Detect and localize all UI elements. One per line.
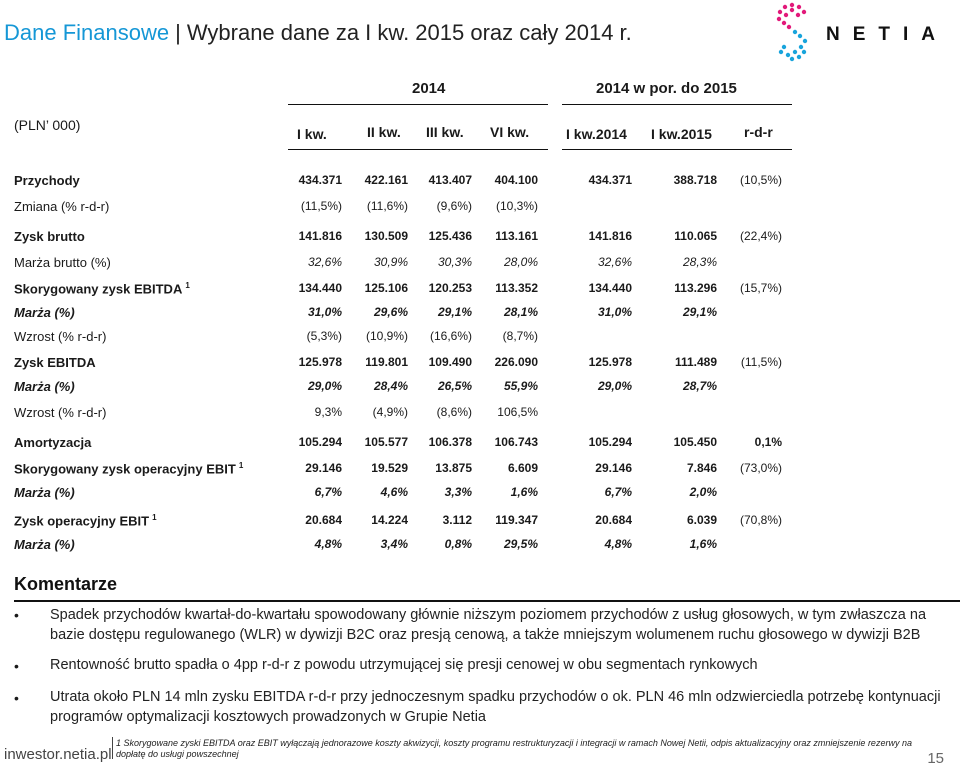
comments-divider <box>14 600 960 602</box>
cell-q2: 28,4% <box>373 379 408 393</box>
cell-q4: 6.609 <box>507 461 538 475</box>
cell-yoy: (11,5%) <box>740 355 782 369</box>
cell-yoy: (70,8%) <box>739 513 782 527</box>
table-row <box>0 402 960 424</box>
table-row <box>0 376 960 398</box>
row-label <box>14 329 106 344</box>
title-section: Dane Finansowe <box>4 20 170 45</box>
cell-q4: 113.352 <box>495 281 538 295</box>
cell-q1-2015: 7.846 <box>686 461 717 475</box>
row-label-text: Przychody <box>14 173 80 188</box>
row-label-text: Wzrost (% r-d-r) <box>14 405 107 420</box>
table-row <box>0 196 960 218</box>
cell-q3: 120.253 <box>428 281 472 295</box>
row-label-text: Zysk EBITDA <box>14 355 96 370</box>
cell-q1-2014: 125.978 <box>588 355 632 369</box>
table-row <box>0 226 960 248</box>
cell-q1: 31,0% <box>307 305 342 319</box>
cell-q1-2014: 29.146 <box>595 461 632 475</box>
bullet-marker: • <box>14 690 19 706</box>
footnote-ref: 1 <box>238 461 244 470</box>
col-header-yoy: r-d-r <box>744 124 773 140</box>
cell-q1: 125.978 <box>298 355 342 369</box>
row-label <box>14 379 75 394</box>
row-label-text: Marża (%) <box>14 485 75 500</box>
cell-q2: (11,6%) <box>366 199 408 213</box>
cell-q3: 109.490 <box>428 355 472 369</box>
col-header-q2: II kw. <box>367 124 401 140</box>
cell-q3: 13.875 <box>435 461 472 475</box>
cell-q1: 29.146 <box>305 461 342 475</box>
row-label <box>14 461 243 476</box>
cell-q2: 30,9% <box>373 255 408 269</box>
row-label-text: Marża (%) <box>14 379 75 394</box>
cell-q3: 3.112 <box>442 513 472 527</box>
cell-q1: (11,5%) <box>300 199 342 213</box>
cell-q4: (8,7%) <box>502 329 538 343</box>
cell-q1-2015: 6.039 <box>686 513 717 527</box>
cell-q1: 9,3% <box>314 405 342 419</box>
cell-q4: (10,3%) <box>495 199 538 213</box>
col-header-q1-2015: I kw.2015 <box>651 126 712 142</box>
cell-q2: 125.106 <box>364 281 408 295</box>
cell-q2: 105.577 <box>364 435 408 449</box>
cell-q1-2015: 29,1% <box>682 305 717 319</box>
footer-separator <box>112 737 113 759</box>
cell-q3: (8,6%) <box>436 405 472 419</box>
col-header-q1-2014: I kw.2014 <box>566 126 627 142</box>
row-label <box>14 199 109 214</box>
row-label-text: Zmiana (% r-d-r) <box>14 199 110 214</box>
row-label <box>14 173 80 188</box>
logo-wordmark: NETIA <box>826 24 948 45</box>
footnote-ref: 1 <box>185 281 190 290</box>
cell-q1-2015: 28,7% <box>682 379 717 393</box>
cell-q1: (5,3%) <box>306 329 342 343</box>
table-row <box>0 510 960 532</box>
col-header-q3: III kw. <box>426 124 464 140</box>
cell-q3: (9,6%) <box>436 199 472 213</box>
cell-q4: 1,6% <box>510 485 538 499</box>
cell-q3: 26,5% <box>437 379 472 393</box>
cell-yoy: 0,1% <box>754 435 782 449</box>
cell-yoy: (73,0%) <box>739 461 782 475</box>
row-label-text: Marża (%) <box>14 537 75 552</box>
row-label <box>14 405 106 420</box>
cell-q4: 28,0% <box>503 255 538 269</box>
cell-q4: 404.100 <box>494 173 538 187</box>
table-row <box>0 302 960 324</box>
cell-q4: 113.161 <box>495 229 538 243</box>
cell-q1-2015: 111.489 <box>674 355 717 369</box>
cell-q1: 134.440 <box>298 281 342 295</box>
table-row <box>0 252 960 274</box>
cell-q1-2015: 2,0% <box>689 485 717 499</box>
row-label-text: Zysk brutto <box>14 229 85 244</box>
col-header-q1: I kw. <box>297 126 327 142</box>
cell-q1: 20.684 <box>305 513 342 527</box>
cell-q3: (16,6%) <box>429 329 472 343</box>
cell-q1-2014: 6,7% <box>604 485 632 499</box>
footnote: 1 Skorygowane zyski EBITDA oraz EBIT wyłączają jednorazowe koszty akwizycji, koszty programu restrukturyzacji i integracji w ramach Nowej Netii, odpis aktualizacyjny oraz zmniejszenie rezerwy na dopłatę do usługi powszechnej <box>116 738 912 759</box>
cell-q1: 105.294 <box>298 435 342 449</box>
table-row <box>0 278 960 300</box>
group-underline-2014 <box>288 104 548 105</box>
cell-q4: 226.090 <box>494 355 538 369</box>
row-label-text: Skorygowany zysk operacyjny EBIT <box>14 461 236 477</box>
cell-q4: 28,1% <box>503 305 538 319</box>
cell-q1-2015: 113.296 <box>674 281 717 295</box>
cell-q3: 30,3% <box>437 255 472 269</box>
comment-bullet: Utrata około PLN 14 mln zysku EBITDA r-d-r przy jednoczesnym spadku przychodów o ok. PLN 46 mln odzwierciedla potrzebę kontynuacji programów optymalizacji kosztowych prowadzonych w Grupie Netia <box>50 689 941 725</box>
cell-q1: 29,0% <box>307 379 342 393</box>
cell-q1-2014: 31,0% <box>597 305 632 319</box>
cell-q2: 14.224 <box>371 513 408 527</box>
header-underline-compare <box>562 149 792 150</box>
table-row <box>0 534 960 556</box>
cell-q1-2014: 105.294 <box>588 435 632 449</box>
bullet-marker: • <box>14 607 19 623</box>
cell-q2: 130.509 <box>364 229 408 243</box>
cell-q1: 32,6% <box>307 255 342 269</box>
row-label <box>14 255 111 270</box>
cell-q2: 119.801 <box>365 355 408 369</box>
cell-q3: 29,1% <box>437 305 472 319</box>
comment-bullet: Rentowność brutto spadła o 4pp r-d-r z powodu utrzymującej się presji cenowej w obu segmentach rynkowych <box>50 657 758 673</box>
cell-q1-2014: 434.371 <box>588 173 632 187</box>
cell-q1-2015: 28,3% <box>682 255 717 269</box>
cell-q1-2014: 29,0% <box>597 379 632 393</box>
page-number: 15 <box>927 750 944 767</box>
row-label <box>14 355 96 370</box>
cell-q3: 413.407 <box>428 173 472 187</box>
header-underline-2014 <box>288 149 548 150</box>
row-label <box>14 229 85 244</box>
title-subtitle: Wybrane dane za I kw. 2015 oraz cały 2014 r. <box>186 20 632 45</box>
cell-q1: 434.371 <box>298 173 342 187</box>
row-label <box>14 485 75 500</box>
title-separator: | <box>175 20 181 45</box>
row-label-text: Amortyzacja <box>14 435 92 450</box>
col-header-q4: VI kw. <box>490 124 530 140</box>
cell-q2: 19.529 <box>371 461 408 475</box>
cell-yoy: (22,4%) <box>739 229 782 243</box>
group-header-2014: 2014 <box>412 80 446 97</box>
cell-q2: 4,6% <box>380 485 408 499</box>
cell-q3: 106.378 <box>428 435 472 449</box>
cell-q2: (10,9%) <box>365 329 408 343</box>
comments-title: Komentarze <box>14 574 118 594</box>
cell-q4: 119.347 <box>495 513 538 527</box>
row-label <box>14 281 190 296</box>
netia-logo-icon <box>774 2 810 62</box>
cell-q1-2014: 4,8% <box>604 537 632 551</box>
cell-q4: 106.743 <box>494 435 538 449</box>
cell-q1-2014: 20.684 <box>595 513 632 527</box>
comment-bullet: Spadek przychodów kwartał-do-kwartału spowodowany głównie niższym poziomem przychodów z usług głosowych, w tym zwłaszcza na bazie dostępu regulowanego (WLR) w dywizji B2C oraz presją cenową, a także mniejszym wolumenem ruchu głosowego w dywizji B2B <box>50 607 927 643</box>
group-underline-compare <box>562 104 792 105</box>
cell-q4: 55,9% <box>503 379 538 393</box>
row-label-text: Zysk operacyjny EBIT <box>14 513 150 529</box>
cell-q4: 29,5% <box>503 537 538 551</box>
cell-q1-2015: 105.450 <box>673 435 717 449</box>
table-row <box>0 352 960 374</box>
cell-q3: 125.436 <box>428 229 472 243</box>
row-label <box>14 305 75 320</box>
cell-q2: 422.161 <box>364 173 408 187</box>
cell-q4: 106,5% <box>497 405 538 419</box>
cell-q1-2015: 388.718 <box>673 173 717 187</box>
row-label-text: Wzrost (% r-d-r) <box>14 329 107 344</box>
cell-q1: 6,7% <box>314 485 342 499</box>
cell-q1-2015: 1,6% <box>689 537 717 551</box>
cell-q3: 3,3% <box>444 485 472 499</box>
cell-q2: 3,4% <box>380 537 408 551</box>
unit-label: (PLN’ 000) <box>14 117 81 133</box>
table-row <box>0 432 960 454</box>
cell-q2: 29,6% <box>373 305 408 319</box>
cell-q3: 0,8% <box>444 537 472 551</box>
table-row <box>0 326 960 348</box>
footnote-ref: 1 <box>152 513 157 522</box>
table-row <box>0 482 960 504</box>
row-label <box>14 435 91 450</box>
cell-yoy: (10,5%) <box>739 173 782 187</box>
row-label <box>14 537 75 552</box>
row-label-text: Marża brutto (%) <box>14 255 111 270</box>
row-label-text: Skorygowany zysk EBITDA <box>14 281 183 297</box>
cell-q1-2014: 134.440 <box>588 281 632 295</box>
investor-site-link[interactable]: inwestor.netia.pl <box>4 746 112 763</box>
table-row <box>0 170 960 192</box>
bullet-marker: • <box>14 658 19 674</box>
group-header-compare: 2014 w por. do 2015 <box>596 80 737 97</box>
cell-q2: (4,9%) <box>372 405 408 419</box>
cell-q1: 141.816 <box>298 229 342 243</box>
cell-q1-2014: 141.816 <box>588 229 632 243</box>
cell-q1-2014: 32,6% <box>597 255 632 269</box>
table-row <box>0 458 960 480</box>
row-label <box>14 513 157 528</box>
cell-yoy: (15,7%) <box>739 281 782 295</box>
cell-q1: 4,8% <box>314 537 342 551</box>
row-label-text: Marża (%) <box>14 305 75 320</box>
cell-q1-2015: 110.065 <box>674 229 717 243</box>
page-title <box>4 20 632 46</box>
